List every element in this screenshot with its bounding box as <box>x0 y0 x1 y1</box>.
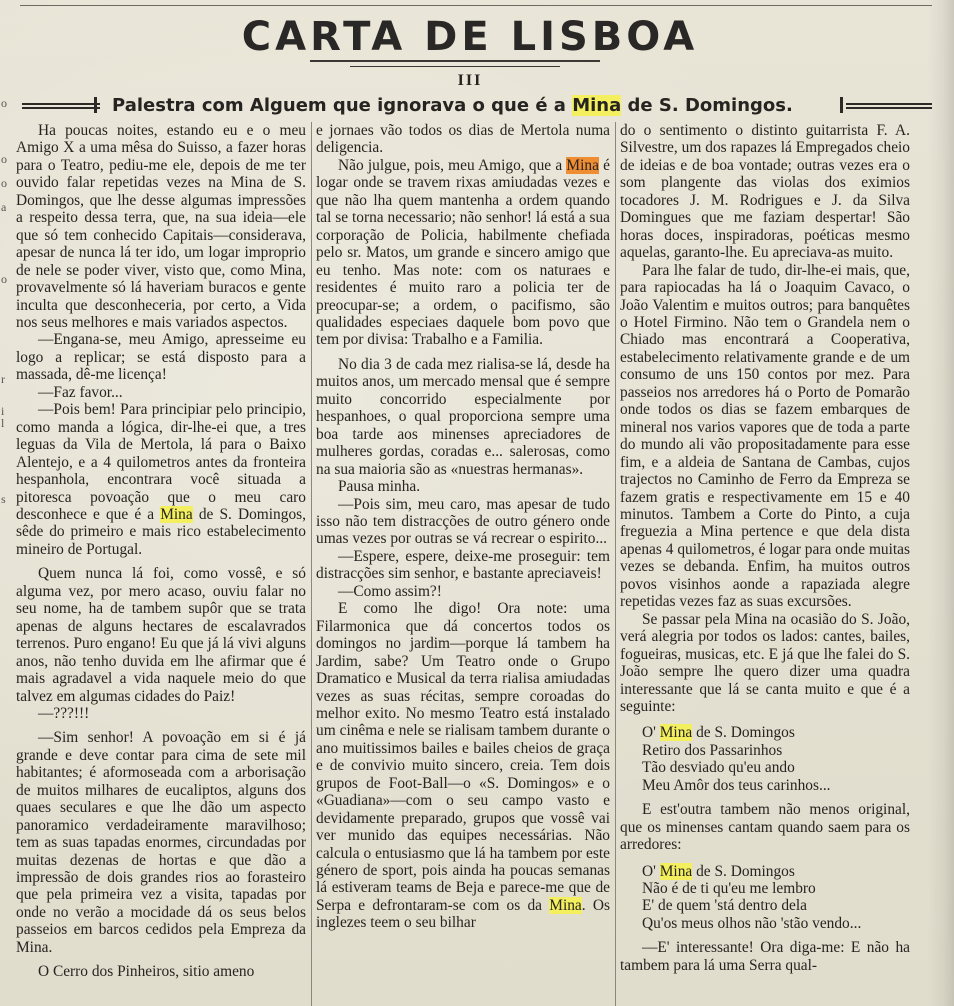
article-paragraph <box>316 157 610 349</box>
article-column-3 <box>620 122 910 1006</box>
paragraph-text: No dia 3 de cada mez rialisa-se lá, desde ha muitos anos, um mercado mensal que é sempre muito concorrido especialmente por hespanhoes, o qual proporciona sempre uma boa tarde aos minenses apreciadores de mulheres gordas, coradas e... salerosas, como na sua maioria são as «nuestras hermanas». <box>316 355 610 478</box>
paragraph-text: é logar onde se travem rixas amiudadas vezes e que não lha quem mantenha a ordem quando tal se torna necessario; não senhor! lá está a sua corporação de Policia, habilmente chefiada pelo sr. Matos, um grande e sincero amigo que eu tenho. Mas note: com os naturaes e residentes é muito raro a policia ter de preocupar-se; a ordem, o pacifismo, são qualidades especiaes daquele bom povo que tem por divisa: Trabalho e a Familia. <box>316 156 610 349</box>
article-paragraph <box>16 331 306 383</box>
article-subtitle <box>112 92 842 120</box>
subtitle-left-ornament <box>22 97 100 113</box>
masthead-title: CARTA DE LISBOA <box>241 14 699 60</box>
paragraph-text: Quem nunca lá foi, como vossê, e só alguma vez, por mero acaso, ouviu falar no seu nome, ha de tambem supôr que se trata apenas de alguns hectares de escalavrados terrenos. Puro engano! Eu que já lá vivi alguns anos, não tenho duvida em lhe afirmar que é mais agradavel a vida naquele meio do que talvez em algumas cidades do Paiz! <box>16 565 306 705</box>
article-paragraph <box>16 401 306 558</box>
article-paragraph <box>16 729 306 956</box>
verse-line <box>642 915 910 932</box>
masthead-underline <box>310 60 600 62</box>
verse-line <box>642 863 910 880</box>
paragraph-text: —Faz favor... <box>38 383 123 401</box>
article-paragraph <box>316 122 610 157</box>
verse-text: de S. Domingos <box>692 724 795 742</box>
margin-mark: o <box>1 96 7 110</box>
paragraph-text: Pausa minha. <box>338 478 421 496</box>
article-paragraph <box>316 478 610 495</box>
highlight-mina-orange: Mina <box>566 156 599 174</box>
margin-mark: i <box>1 404 5 418</box>
section-number: III <box>457 72 483 89</box>
article-paragraph <box>316 548 610 583</box>
verse-text: Retiro dos Passarinhos <box>642 741 783 759</box>
article-paragraph <box>620 611 910 716</box>
paragraph-text: —E' interessante! Ora diga-me: E não ha tambem para lá uma Serra qual- <box>620 939 910 974</box>
article-paragraph <box>620 262 910 611</box>
top-rule <box>20 5 932 6</box>
margin-mark: l <box>1 416 5 430</box>
paragraph-text: —Pois sim, meu caro, mas apesar de tudo isso não tem distracções de outro género onde umas vezes por outras se vá recrear o espirito... <box>316 495 610 548</box>
article-paragraph <box>316 583 610 600</box>
margin-mark: s <box>1 492 6 506</box>
article-paragraph <box>16 122 306 331</box>
paragraph-text: —Engana-se, meu Amigo, apresseime eu logo a replicar; se está disposto para a massada, dê-me licença! <box>16 331 306 384</box>
verse-line <box>642 880 910 897</box>
verse-text: E' de quem 'stá dentro dela <box>642 897 807 915</box>
highlight-mina: Mina <box>659 724 693 742</box>
paragraph-text: O Cerro dos Pinheiros, sitio ameno <box>38 963 255 981</box>
paragraph-text: E est'outra tambem não menos original, que os minenses cantam quando saem para os arredores: <box>620 801 910 854</box>
article-paragraph <box>16 565 306 705</box>
subtitle-highlight-mina: Mina <box>572 95 622 116</box>
article-paragraph <box>316 496 610 548</box>
verse-line <box>642 724 910 741</box>
article-paragraph <box>620 801 910 853</box>
verse-text: Não é de ti qu'eu me lembro <box>642 880 816 898</box>
column-divider-2 <box>615 122 616 1006</box>
masthead-underline-thin <box>350 66 560 67</box>
margin-mark: a <box>1 200 7 214</box>
verse-text: de S. Domingos <box>692 862 795 880</box>
margin-mark: o <box>1 152 7 166</box>
verse-text: Qu'os meus olhos não 'stão vendo... <box>642 914 862 932</box>
paragraph-text: —Espere, espere, deixe-me proseguir: tem distracções sim senhor, e bastante apreciaveis! <box>316 547 610 583</box>
verse-text: O' <box>642 862 660 880</box>
subtitle-text-after: de S. Domingos. <box>621 95 793 116</box>
paragraph-text: Não julgue, pois, meu Amigo, que a <box>338 156 567 174</box>
paragraph-text: —Pois bem! Para principiar pelo principio, como manda a lógica, dir-lhe-ei que, a tres leguas da Vila de Mertola, lá para o Baixo Alentejo, e a 4 quilometros antes da fronteira hespanhola, encontrara você situada a pitoresca povoação que o meu caro desconhece e que é a <box>16 401 306 523</box>
article-paragraph <box>316 600 610 932</box>
article-paragraph <box>316 356 610 478</box>
article-column-2 <box>316 122 610 1006</box>
paragraph-text: Para lhe falar de tudo, dir-lhe-ei mais, que, para rapiocadas ha lá o Joaquim Cavaco, o João Valentim e muitos outros; para banquêtes o Hotel Firmino. Não tem o Grandela nem o Chiado mas encontrará a Cooperativa, estabelecimento relativamente grande e de um consumo de uns 150 contos por mez. Para passeios nos arredores há o Porto de Pomarão onde todos os dias se fazem embarques de mineral nos varios vapores que de toda a parte do mundo ali vão propositadamente para esse fim, e a aldeia de Santana de Cambas, cujos trajectos no Caminho de Ferro da Empreza se fazem gratis e respectivamente em 15 e 40 minutos. Tambem a Corte do Pinto, a cuja freguezia a Mina pertence e que dela dista apenas 4 quilometros, é logar para onde muitas vezes se debanda. Enfim, ha muitos outros povos visinhos aonde a rapaziada alegre repetidas vezes faz as suas excursões. <box>620 261 910 611</box>
paragraph-text: —Sim senhor! A povoação em si é já grande e deve contar para cima de sete mil habitantes; é aformoseada com a arborisação de muitos milhares de eucaliptos, alguns dos quaes seculares e que lhe dão um aspecto panoramico verdadeiramente maravilhoso; tem as suas tapadas enormes, circundadas por muitas dezenas de hortas e que dão a impressão de dois grandes rios ao forasteiro que pela primeira vez a visita, tapadas por onde no verão a mocidade dá os seus belos passeios em barcos cedidos pela Empreza da Mina. <box>16 729 306 956</box>
left-margin-marks <box>0 0 10 1006</box>
verse-quatrain <box>620 724 910 794</box>
article-paragraph <box>16 384 306 401</box>
subtitle-right-ornament <box>840 97 932 113</box>
paragraph-text: Se passar pela Mina na ocasião do S. João, verá alegria por todos os lados: cantes, bailes, fogueiras, musicas, etc. E já que lhe falei do S. João sempre lhe quero dizer uma quadra interessante que lá se canta muito e que é a seguinte: <box>620 610 910 715</box>
paragraph-text: E como lhe digo! Ora note: uma Filarmonica que dá concertos todos os domingos no jardim—porque lá tambem ha Jardim, sabe? Um Teatro onde o Grupo Dramatico e Musical da terra rialisa amiudadas vezes as suas récitas, sempre coroadas do melhor exito. No mesmo Teatro está instalado um cinêma e nele se rialisam tambem durante o ano muitissimos bailes e bailes cheios de graça e de convivio muito sincero, creia. Tem dois grupos de Foot-Ball—o «S. Domingos» e o «Guadiana»—com o seu campo vasto e devidamente preparado, grupos que vossê vai ver munido das equipes necessárias. Não calcula o entusiasmo que lá ha tambem por este género de sport, pois ainda ha poucas semanas lá estiveram teams de Beja e parece-me que de Serpa e defrontaram-se com os da <box>316 600 610 914</box>
article-paragraph <box>620 939 910 974</box>
article-column-1 <box>16 122 306 1006</box>
paragraph-text: do o sentimento o distinto guitarrista F. A. Silvestre, um dos rapazes lá Empregados cheio de ideias e de boa vontade; outras vezes era o som plangente das violas dos eximios tocadores J. M. Rodrigues e J. da Silva Domingues que me faziam despertar! São horas doces, inspiradoras, poéticas mesmo aquelas, garanto-lhe. Eu apreciava-as muito. <box>620 122 910 262</box>
highlight-mina: Mina <box>160 505 193 523</box>
margin-mark: r <box>1 372 5 386</box>
page-edge-shadow <box>928 0 954 1006</box>
paragraph-text: e jornaes vão todos os dias de Mertola numa deligencia. <box>316 122 610 157</box>
paragraph-text: —???!!! <box>38 704 90 722</box>
article-paragraph <box>16 963 306 980</box>
article-paragraph <box>620 122 910 262</box>
highlight-mina: Mina <box>659 862 693 880</box>
verse-line <box>642 742 910 759</box>
verse-text: Meu Amôr dos teus carinhos... <box>642 776 831 794</box>
subtitle-text-before: Palestra com Alguem que ignorava o que é a <box>112 95 573 116</box>
margin-mark: o <box>1 272 7 286</box>
paragraph-text: Ha poucas noites, estando eu e o meu Amigo X a uma mêsa do Suisso, a fazer horas para o Teatro, pediu-me ele, depois de me ter ouvido falar repetidas vezes na Mina de S. Domingos, que lhe desse algumas impressões a respeito dessa terra, que, na sua ideia—ele que só tem conhecido Capitais—considerava, apesar de nunca lá ter ido, um logar improprio de nele se poder viver, visto que, como Mina, provavelmente só lá haveriam buracos e gente inculta que desconheceria, por certo, a Vida nos seus melhores e mais variados aspectos. <box>16 122 306 331</box>
verse-text: O' <box>642 724 660 742</box>
margin-mark: o <box>1 176 7 190</box>
verse-line <box>642 897 910 914</box>
highlight-mina: Mina <box>549 896 582 914</box>
subtitle-row <box>22 92 932 120</box>
verse-line <box>642 759 910 776</box>
verse-line <box>642 777 910 794</box>
verse-text: Tão desviado qu'eu ando <box>642 759 795 777</box>
verse-quatrain <box>620 863 910 933</box>
column-divider-1 <box>311 122 312 1006</box>
paragraph-text: de S. Domingos, sêde do primeiro e mais rico estabelecimento mineiro de Portugal. <box>16 505 306 558</box>
article-paragraph <box>16 705 306 722</box>
paragraph-text: . Os inglezes teem o seu bilhar <box>316 896 610 932</box>
paragraph-text: —Como assim?! <box>338 582 442 600</box>
